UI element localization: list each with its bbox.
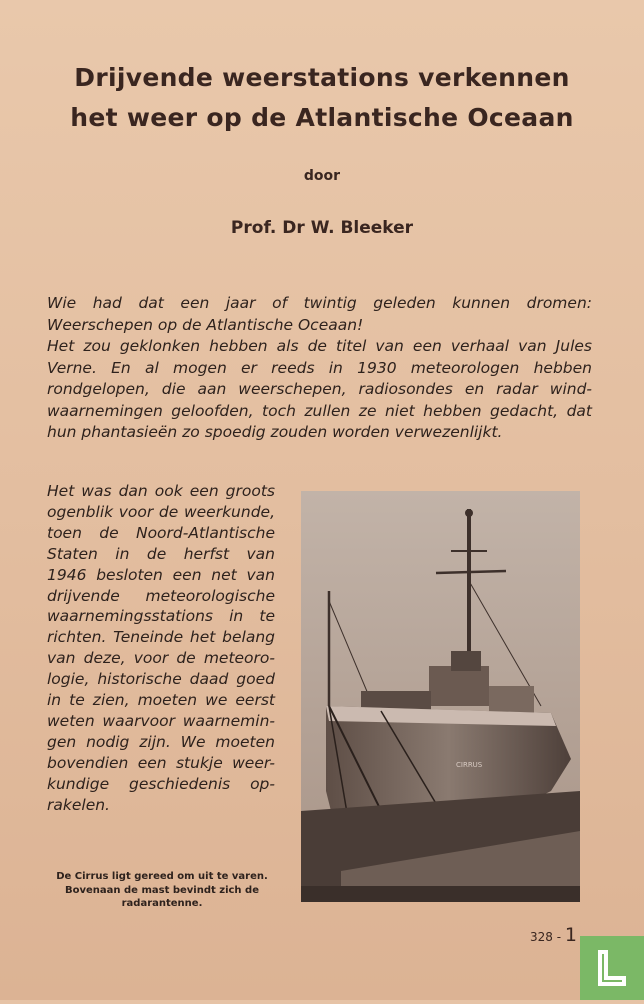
ship-photo <box>301 491 580 902</box>
article-title <box>40 58 604 138</box>
intro-sentence-1: Wie had dat een jaar of twintig geleden kunnen dromen: Weerschepen op de Atlantische Oceaan! <box>47 294 592 334</box>
body-line: van deze, voor de meteoro- <box>47 649 275 668</box>
body-line: Staten in de herfst van <box>47 544 275 563</box>
body-line: logie, historische daad goed <box>47 670 275 689</box>
intro-sentence-2: Het zou geklonken hebben als de titel van een verhaal van Jules Verne. En al mogen er reeds in 1930 meteorologen hebben rondgelopen, die aan weerschepen, radiosondes en radar wind-waarnemingen geloofden, toch zullen ze niet hebben gedacht, dat hun phantasieën zo spoedig zouden worden verwezenlijkt. <box>47 337 592 441</box>
page-number <box>530 924 577 946</box>
body-line: 1946 besloten een net van <box>47 565 275 584</box>
svg-text:CIRRUS: CIRRUS <box>456 761 483 769</box>
series-number: 328 - <box>530 930 562 944</box>
body-line: weten waarvoor waarnemin- <box>47 711 275 730</box>
l-logo-icon <box>580 936 644 1000</box>
body-line: ogenblik voor de weerkunde, <box>47 502 275 521</box>
body-line: kundige geschiedenis op- <box>47 774 275 793</box>
title-line-2: het weer op de Atlantische Oceaan <box>70 103 574 132</box>
body-line: gen nodig zijn. We moeten <box>47 732 275 751</box>
body-line: waarnemingsstations in te <box>47 607 275 626</box>
intro-paragraph <box>47 293 592 444</box>
byline-door: door <box>303 168 341 184</box>
body-line: toen de Noord-Atlantische <box>47 523 275 542</box>
title-line-1: Drijvende weerstations verkennen <box>74 63 570 92</box>
body-column <box>47 481 275 816</box>
body-line: rakelen. <box>47 795 110 814</box>
ship-illustration <box>301 491 580 902</box>
body-line: richten. Teneinde het belang <box>47 628 275 647</box>
body-line: bovendien een stukje weer- <box>47 753 275 772</box>
author-name: Prof. Dr W. Bleeker <box>230 218 414 238</box>
publisher-logo <box>580 936 644 1000</box>
photo-caption: De Cirrus ligt gereed om uit te varen. Bovenaan de mast bevindt zich de radarantenne. <box>56 871 268 909</box>
page-number-value: 1 <box>564 924 577 946</box>
body-line: in te zien, moeten we eerst <box>47 691 275 710</box>
body-line: drijvende meteorologische <box>47 586 275 605</box>
body-line: Het was dan ook een groots <box>47 482 275 500</box>
